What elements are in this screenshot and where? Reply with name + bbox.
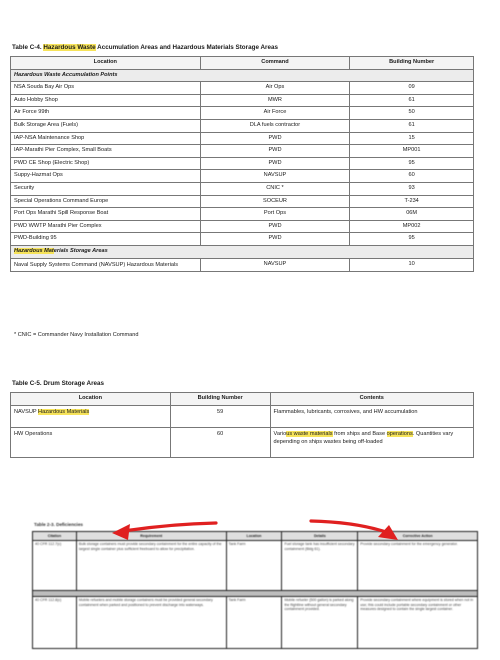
table-cell: Mobile refuelers and mobile storage containers must be provided general secondary containment when parked and positioned to prevent discharge into waterways. (76, 597, 226, 649)
contents-text: Vario (273, 430, 287, 437)
building-cell: MP001 (350, 145, 474, 158)
highlighted-text: Hazardous Mat (14, 247, 54, 254)
column-header: Citation (33, 532, 77, 541)
table-cell: Flammables, lubricants, corrosives, and HW accumulation (270, 405, 473, 427)
highlighted-text: Hazardous Materials (38, 408, 90, 415)
command-cell: NAVSUP (200, 258, 350, 271)
table-cell: Provide secondary containment where equipment is stored when not in use; this could include portable secondary containment or other measures designed to contain the single largest container. (358, 597, 478, 649)
building-cell: T-234 (350, 195, 474, 208)
arrow-group (112, 521, 398, 540)
location-cell: Auto Hobby Shop (11, 94, 201, 107)
section-title: Hazardous Waste Accumulation Points (11, 69, 474, 82)
location-cell: PWD-Building 95 (11, 233, 201, 246)
location-cell: NSA Souda Bay Air Ops (11, 82, 201, 95)
location-prefix: NAVSUP (14, 408, 39, 415)
command-cell: PWD (200, 132, 350, 145)
command-cell: DLA fuels contractor (200, 119, 350, 132)
table-cell: Fuel storage tank has insufficient secondary containment (Bldg 61). (282, 541, 358, 591)
location-cell: Port Ops Marathi Spill Response Boat (11, 208, 201, 221)
building-cell: 15 (350, 132, 474, 145)
command-cell: SOCEUR (200, 195, 350, 208)
column-header: Command (200, 57, 350, 70)
table-c4-caption-suffix: Accumulation Areas and Hazardous Materials Storage Areas (97, 44, 278, 51)
column-header: Building Number (350, 57, 474, 70)
table-cell: 40 CFR 112.7(c) (33, 541, 77, 591)
command-cell: NAVSUP (200, 170, 350, 183)
command-cell: Air Ops (200, 82, 350, 95)
building-cell: 06M (350, 208, 474, 221)
right-arrow-icon (311, 521, 386, 532)
footnote: * CNIC = Commander Navy Installation Command (14, 332, 139, 338)
table-cell: 40 CFR 112.8(c) (33, 597, 77, 649)
table-cell: Mobile refueler (500 gallon) is parked along the flightline without general secondary containment provided. (282, 597, 358, 649)
command-cell: PWD (200, 233, 350, 246)
command-cell: PWD (200, 157, 350, 170)
location-cell: PWD CE Shop (Electric Shop) (11, 157, 201, 170)
column-header: Requirement (76, 532, 226, 541)
left-arrow-head-icon (112, 524, 130, 540)
command-cell: Air Force (200, 107, 350, 120)
table-cell: 60 (170, 427, 270, 457)
column-header: Building Number (170, 393, 270, 406)
location-cell: Naval Supply Systems Command (NAVSUP) Hazardous Materials (11, 258, 201, 271)
location-cell: Bulk Storage Area (Fuels) (11, 119, 201, 132)
building-cell: 95 (350, 157, 474, 170)
command-cell: CNIC * (200, 182, 350, 195)
location-cell: PWD WWTP Marathi Pier Complex (11, 220, 201, 233)
command-cell: Port Ops (200, 208, 350, 221)
location-cell: Air Force 99th (11, 107, 201, 120)
contents-text: from ships and Base (332, 430, 386, 437)
table-cell: Tank Farm (226, 597, 282, 649)
table-cell: Tank Farm (226, 541, 282, 591)
table-cell: HW Operations (11, 427, 171, 457)
left-arrow-icon (124, 523, 216, 531)
deficiencies-caption: Table 2-3. Deficiencies (34, 522, 83, 527)
section-title-rest: erials Storage Areas (53, 247, 108, 254)
building-cell: 61 (350, 94, 474, 107)
right-arrow-head-icon (378, 525, 398, 540)
column-header: Location (11, 57, 201, 70)
building-cell: 95 (350, 233, 474, 246)
building-cell: 93 (350, 182, 474, 195)
location-cell: IAP-NSA Maintenance Shop (11, 132, 201, 145)
location-cell: Suppy-Hazmat Ops (11, 170, 201, 183)
column-header: Corrective Action (358, 532, 478, 541)
table-cell: 59 (170, 405, 270, 427)
column-header: Location (226, 532, 282, 541)
building-cell: 60 (350, 170, 474, 183)
location-cell: Special Operations Command Europe (11, 195, 201, 208)
command-cell: PWD (200, 220, 350, 233)
contents-text: . Quantities vary depending on ships wastes being off-loaded (273, 430, 454, 445)
column-header: Contents (270, 393, 473, 406)
building-cell: 09 (350, 82, 474, 95)
building-cell: 10 (350, 258, 474, 271)
building-cell: 61 (350, 119, 474, 132)
highlighted-text: Hazardous Waste (43, 44, 96, 51)
command-cell: MWR (200, 94, 350, 107)
column-header: Details (282, 532, 358, 541)
table-c4-caption-prefix: Table C-4. (12, 44, 42, 51)
building-cell: MP002 (350, 220, 474, 233)
column-header: Location (11, 393, 171, 406)
command-cell: PWD (200, 145, 350, 158)
table-cell: Provide secondary containment for the emergency generator. (358, 541, 478, 591)
location-cell: Security (11, 182, 201, 195)
table-c5-caption: Table C-5. Drum Storage Areas (12, 380, 105, 387)
highlighted-text: us waste materials (286, 430, 333, 437)
building-cell: 50 (350, 107, 474, 120)
location-cell: IAP-Marathi Pier Complex, Small Boats (11, 145, 201, 158)
table-cell: Bulk storage containers must provide secondary containment for the entire capacity of the largest single container plus sufficient freeboard to allow for precipitation. (76, 541, 226, 591)
highlighted-text: operations (386, 430, 413, 437)
